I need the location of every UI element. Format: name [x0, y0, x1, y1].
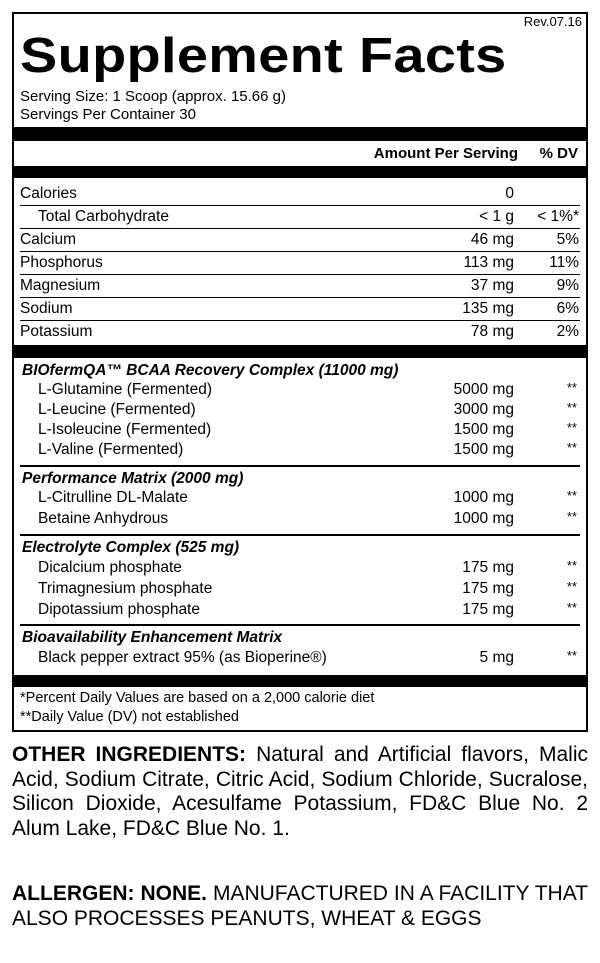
ingredient-name: L-Citrulline DL-Malate — [38, 489, 188, 506]
footnote-dv-not-established: **Daily Value (DV) not established — [20, 709, 239, 725]
nutrient-dv: 9% — [556, 277, 579, 294]
allergen-statement — [12, 882, 588, 931]
nutrient-amount: 113 mg — [463, 254, 514, 271]
allergen-text: MANUFACTURED IN A FACILITY THAT ALSO PROCESSES PEANUTS, WHEAT & EGGS — [12, 882, 588, 930]
ingredient-dv: ** — [566, 400, 577, 415]
ingredient-dv: ** — [566, 600, 577, 615]
group-title-electrolyte: Electrolyte Complex (525 mg) — [22, 539, 240, 556]
other-ingredients — [12, 743, 588, 841]
ingredient-dv: ** — [566, 440, 577, 455]
nutrient-dv: 6% — [556, 300, 579, 317]
nutrient-row — [20, 298, 580, 320]
ingredient-row — [20, 558, 580, 578]
servings-per-container: Servings Per Container 30 — [20, 106, 196, 123]
ingredient-row — [20, 509, 580, 529]
nutrient-dv: 2% — [556, 323, 579, 340]
ingredient-name: L-Isoleucine (Fermented) — [38, 421, 212, 438]
nutrient-name: Potassium — [20, 323, 93, 340]
nutrient-row — [20, 275, 580, 297]
ingredient-amount: 3000 mg — [453, 401, 514, 418]
ingredient-dv: ** — [566, 380, 577, 395]
nutrient-amount: 135 mg — [462, 300, 514, 317]
supplement-facts-panel — [12, 12, 588, 732]
group-title-performance: Performance Matrix (2000 mg) — [22, 470, 244, 487]
nutrient-name: Calcium — [20, 231, 76, 248]
nutrient-name: Total Carbohydrate — [38, 208, 169, 225]
ingredient-name: Black pepper extract 95% (as Bioperine®) — [38, 649, 327, 666]
nutrient-amount: < 1 g — [479, 208, 514, 225]
group-divider — [20, 465, 580, 467]
nutrient-name: Phosphorus — [20, 254, 103, 271]
panel-title: Supplement Facts — [20, 29, 507, 83]
ingredient-dv: ** — [566, 558, 577, 573]
ingredient-dv: ** — [566, 509, 577, 524]
ingredient-row — [20, 400, 580, 420]
group-divider — [20, 624, 580, 626]
ingredient-name: Dipotassium phosphate — [38, 601, 200, 618]
ingredient-dv: ** — [566, 420, 577, 435]
header-amount: Amount Per Serving — [373, 145, 518, 162]
thick-divider — [14, 127, 586, 141]
ingredient-name: L-Glutamine (Fermented) — [38, 381, 213, 398]
ingredient-name: Betaine Anhydrous — [38, 510, 169, 527]
ingredient-amount: 1500 mg — [453, 421, 514, 438]
ingredient-name: Dicalcium phosphate — [38, 559, 182, 576]
ingredient-amount: 1000 mg — [453, 510, 514, 527]
nutrient-dv: < 1%* — [537, 208, 579, 225]
other-ingredients-label: OTHER INGREDIENTS: — [12, 743, 247, 766]
thick-divider — [14, 166, 586, 178]
ingredient-dv: ** — [566, 488, 577, 503]
ingredient-amount: 5 mg — [479, 649, 514, 666]
nutrient-name: Magnesium — [20, 277, 101, 294]
nutrient-name: Calories — [20, 185, 77, 202]
nutrient-dv: 5% — [556, 231, 579, 248]
ingredient-amount: 1000 mg — [453, 489, 514, 506]
nutrient-row — [20, 321, 580, 343]
nutrient-amount: 46 mg — [470, 231, 514, 248]
other-ingredients-text: Natural and Artificial flavors, Malic Acid, Sodium Citrate, Citric Acid, Sodium Chloride, Sucralose, Silicon Dioxide, Acesulfame Potassium, FD&C Blue No. 2 Alum Lake, FD&C Blue No. 1. — [12, 743, 588, 840]
ingredient-row — [20, 600, 580, 620]
group-divider — [20, 534, 580, 536]
header-dv: % DV — [539, 145, 578, 162]
nutrient-row — [20, 183, 580, 205]
ingredient-name: L-Valine (Fermented) — [38, 441, 184, 458]
ingredient-name: L-Leucine (Fermented) — [38, 401, 196, 418]
ingredient-dv: ** — [566, 579, 577, 594]
ingredient-amount: 5000 mg — [453, 381, 514, 398]
ingredient-amount: 175 mg — [462, 580, 514, 597]
nutrient-row — [20, 206, 580, 228]
ingredient-row — [20, 440, 580, 460]
ingredient-row — [20, 579, 580, 599]
ingredient-name: Trimagnesium phosphate — [38, 580, 213, 597]
allergen-label: ALLERGEN: NONE. — [12, 882, 207, 905]
ingredient-amount: 175 mg — [462, 601, 514, 618]
ingredient-row — [20, 420, 580, 440]
footnote-percent-dv: *Percent Daily Values are based on a 2,000 calorie diet — [20, 690, 375, 706]
nutrient-name: Sodium — [20, 300, 73, 317]
ingredient-row — [20, 648, 580, 668]
nutrient-dv: 11% — [549, 254, 579, 271]
nutrient-amount: 37 mg — [470, 277, 514, 294]
group-title-bcaa: BIOfermQA™ BCAA Recovery Complex (11000 mg) — [22, 362, 399, 379]
nutrient-amount: 0 — [505, 185, 514, 202]
revision-code: Rev.07.16 — [523, 14, 582, 29]
ingredient-dv: ** — [566, 648, 577, 663]
ingredient-amount: 175 mg — [462, 559, 514, 576]
group-title-bioavailability: Bioavailability Enhancement Matrix — [22, 629, 283, 646]
ingredient-row — [20, 380, 580, 400]
nutrient-amount: 78 mg — [470, 323, 514, 340]
ingredient-row — [20, 488, 580, 508]
ingredient-amount: 1500 mg — [453, 441, 514, 458]
serving-size: Serving Size: 1 Scoop (approx. 15.66 g) — [20, 88, 286, 105]
nutrient-row — [20, 229, 580, 251]
thick-divider — [14, 675, 586, 687]
nutrient-row — [20, 252, 580, 274]
thick-divider — [14, 345, 586, 358]
